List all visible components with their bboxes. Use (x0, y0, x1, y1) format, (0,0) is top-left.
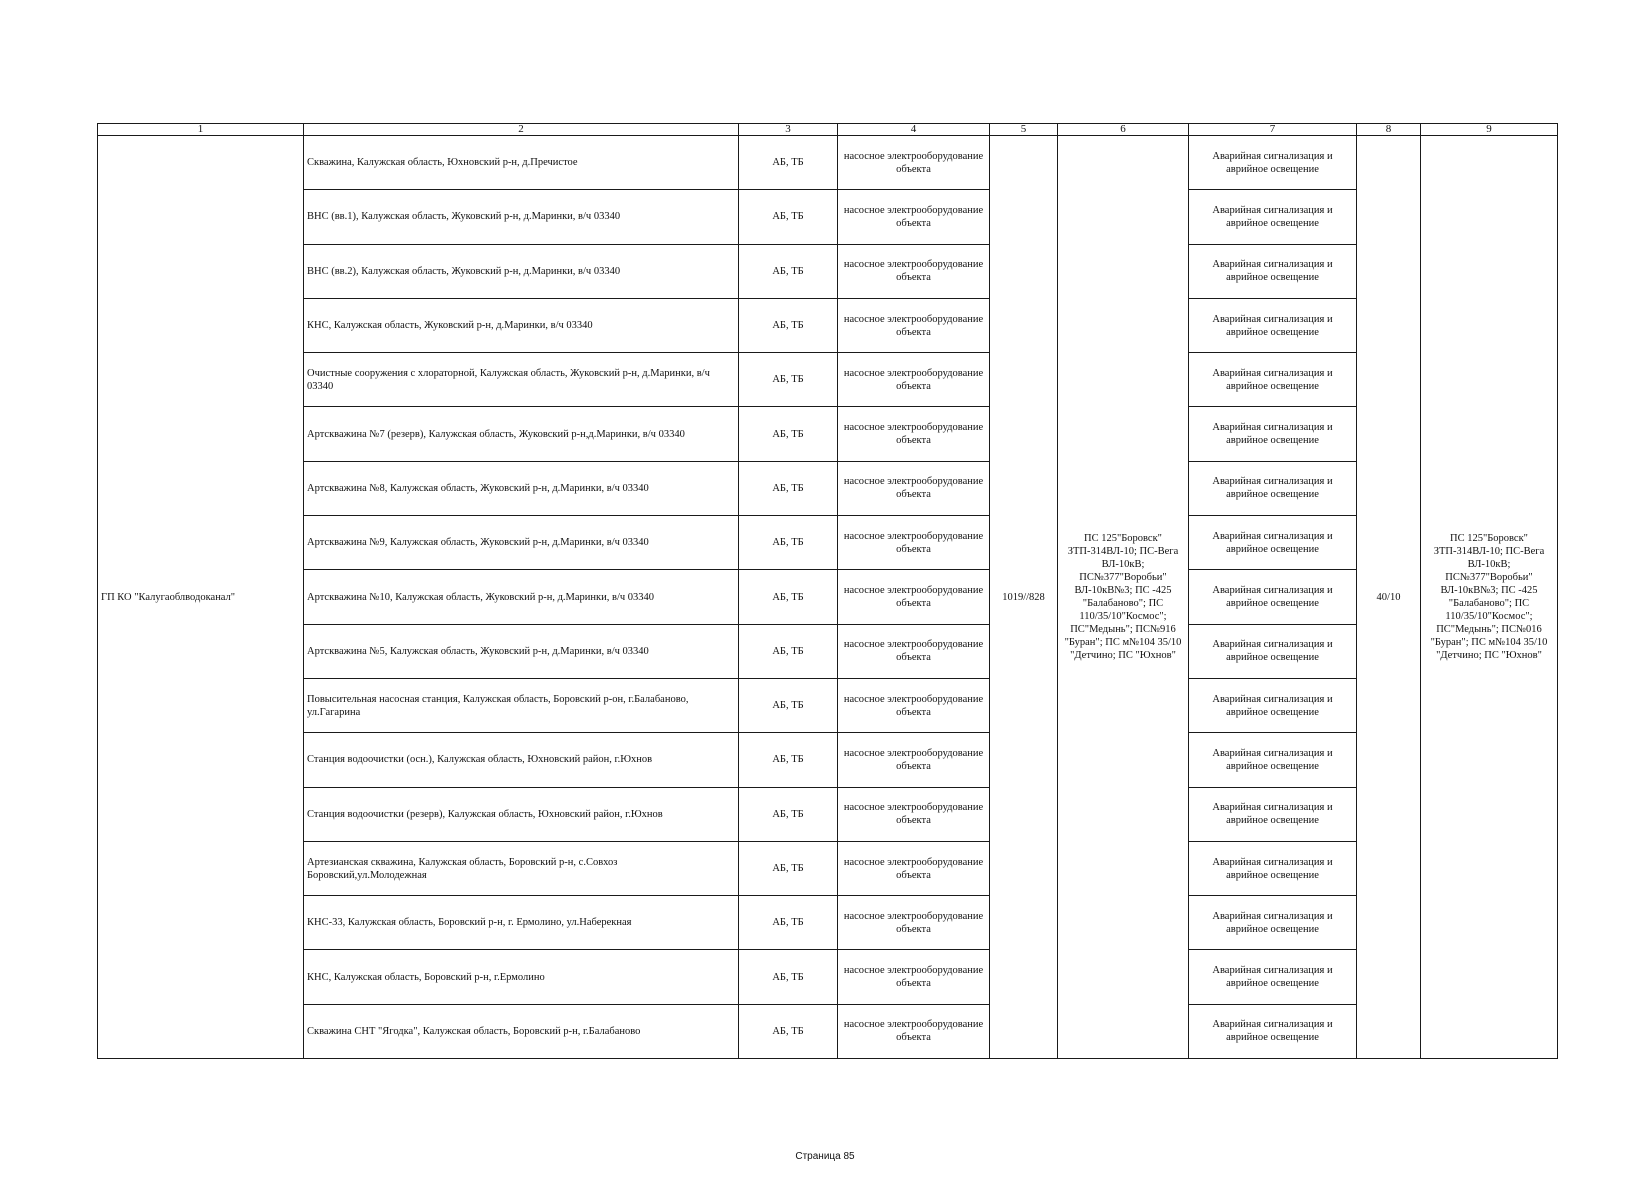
measures-cell: Аварийная сигнализация и аврийное освещение (1189, 516, 1357, 570)
table-row (98, 896, 1558, 950)
equipment-cell: насосное электрооборудование объекта (838, 733, 990, 787)
measures-cell: Аварийная сигнализация и аврийное освещение (1189, 461, 1357, 515)
object-cell: Станция водоочистки (резерв), Калужская область, Юхновский район, г.Юхнов (304, 787, 739, 841)
equipment-cell: насосное электрооборудование объекта (838, 570, 990, 624)
category-cell: АБ, ТБ (739, 136, 838, 190)
object-cell: КНС, Калужская область, Жуковский р-н, д.Маринки, в/ч 03340 (304, 298, 739, 352)
table-row (98, 461, 1558, 515)
organization-cell: ГП КО "Калугаоблводоканал" (98, 136, 304, 1059)
equipment-cell: насосное электрооборудование объекта (838, 841, 990, 895)
column-number: 4 (838, 124, 990, 136)
object-cell: Повысительная насосная станция, Калужская область, Боровский р-он, г.Балабаново, ул.Гагарина (304, 678, 739, 732)
table-row (98, 733, 1558, 787)
table-row (98, 190, 1558, 244)
category-cell: АБ, ТБ (739, 624, 838, 678)
measures-cell: Аварийная сигнализация и аврийное освещение (1189, 624, 1357, 678)
category-cell: АБ, ТБ (739, 298, 838, 352)
table-row (98, 787, 1558, 841)
object-cell: Артезианская скважина, Калужская область, Боровский р-н, с.Совхоз Боровский,ул.Молодежная (304, 841, 739, 895)
column-number-row (98, 124, 1558, 136)
object-cell: ВНС (вв.2), Калужская область, Жуковский р-н, д.Маринки, в/ч 03340 (304, 244, 739, 298)
object-cell: Скважина, Калужская область, Юхновский р-н, д.Пречистое (304, 136, 739, 190)
table-row (98, 950, 1558, 1004)
table-row (98, 407, 1558, 461)
table-row (98, 678, 1558, 732)
equipment-cell: насосное электрооборудование объекта (838, 461, 990, 515)
category-cell: АБ, ТБ (739, 461, 838, 515)
category-cell: АБ, ТБ (739, 407, 838, 461)
column-number: 9 (1421, 124, 1558, 136)
object-cell: Артскважина №5, Калужская область, Жуковский р-н, д.Маринки, в/ч 03340 (304, 624, 739, 678)
column-number: 7 (1189, 124, 1357, 136)
column-number: 6 (1058, 124, 1189, 136)
measures-cell: Аварийная сигнализация и аврийное освещение (1189, 244, 1357, 298)
code-cell: 1019//828 (990, 136, 1058, 1059)
category-cell: АБ, ТБ (739, 678, 838, 732)
table-row (98, 1004, 1558, 1058)
measures-cell: Аварийная сигнализация и аврийное освещение (1189, 570, 1357, 624)
equipment-cell: насосное электрооборудование объекта (838, 678, 990, 732)
measures-cell: Аварийная сигнализация и аврийное освещение (1189, 407, 1357, 461)
page-number: Страница 85 (795, 1151, 855, 1162)
equipment-cell: насосное электрооборудование объекта (838, 190, 990, 244)
measures-cell: Аварийная сигнализация и аврийное освещение (1189, 950, 1357, 1004)
column-number: 1 (98, 124, 304, 136)
equipment-cell: насосное электрооборудование объекта (838, 1004, 990, 1058)
object-cell: Скважина СНТ "Ягодка", Калужская область, Боровский р-н, г.Балабаново (304, 1004, 739, 1058)
measures-cell: Аварийная сигнализация и аврийное освещение (1189, 136, 1357, 190)
equipment-cell: насосное электрооборудование объекта (838, 407, 990, 461)
object-cell: Очистные сооружения с хлораторной, Калужская область, Жуковский р-н, д.Маринки, в/ч 03340 (304, 353, 739, 407)
category-cell: АБ, ТБ (739, 244, 838, 298)
category-cell: АБ, ТБ (739, 896, 838, 950)
equipment-cell: насосное электрооборудование объекта (838, 136, 990, 190)
equipment-cell: насосное электрооборудование объекта (838, 353, 990, 407)
equipment-cell: насосное электрооборудование объекта (838, 896, 990, 950)
object-cell: Артскважина №8, Калужская область, Жуковский р-н, д.Маринки, в/ч 03340 (304, 461, 739, 515)
table-row (98, 570, 1558, 624)
equipment-cell: насосное электрооборудование объекта (838, 516, 990, 570)
table-row (98, 624, 1558, 678)
equipment-cell: насосное электрооборудование объекта (838, 624, 990, 678)
table-row (98, 298, 1558, 352)
measures-cell: Аварийная сигнализация и аврийное освещение (1189, 190, 1357, 244)
column-number: 5 (990, 124, 1058, 136)
column-number: 8 (1357, 124, 1421, 136)
object-cell: Артскважина №9, Калужская область, Жуковский р-н, д.Маринки, в/ч 03340 (304, 516, 739, 570)
object-cell: Артскважина №7 (резерв), Калужская область, Жуковский р-н,д.Маринки, в/ч 03340 (304, 407, 739, 461)
value-cell: 40/10 (1357, 136, 1421, 1059)
object-cell: КНС-33, Калужская область, Боровский р-н, г. Ермолино, ул.Наберекная (304, 896, 739, 950)
category-cell: АБ, ТБ (739, 353, 838, 407)
category-cell: АБ, ТБ (739, 841, 838, 895)
category-cell: АБ, ТБ (739, 950, 838, 1004)
column-number: 2 (304, 124, 739, 136)
object-cell: ВНС (вв.1), Калужская область, Жуковский р-н, д.Маринки, в/ч 03340 (304, 190, 739, 244)
category-cell: АБ, ТБ (739, 570, 838, 624)
object-cell: Артскважина №10, Калужская область, Жуковский р-н, д.Маринки, в/ч 03340 (304, 570, 739, 624)
column-number: 3 (739, 124, 838, 136)
table-row (98, 136, 1558, 190)
equipment-cell: насосное электрооборудование объекта (838, 298, 990, 352)
category-cell: АБ, ТБ (739, 787, 838, 841)
measures-cell: Аварийная сигнализация и аврийное освещение (1189, 353, 1357, 407)
equipment-cell: насосное электрооборудование объекта (838, 950, 990, 1004)
category-cell: АБ, ТБ (739, 733, 838, 787)
table-row (98, 841, 1558, 895)
measures-cell: Аварийная сигнализация и аврийное освещение (1189, 1004, 1357, 1058)
measures-cell: Аварийная сигнализация и аврийное освещение (1189, 298, 1357, 352)
category-cell: АБ, ТБ (739, 516, 838, 570)
measures-cell: Аварийная сигнализация и аврийное освещение (1189, 787, 1357, 841)
table-row (98, 244, 1558, 298)
equipment-cell: насосное электрооборудование объекта (838, 244, 990, 298)
equipment-cell: насосное электрооборудование объекта (838, 787, 990, 841)
object-cell: Станция водоочистки (осн.), Калужская область, Юхновский район, г.Юхнов (304, 733, 739, 787)
substations-cell-alt: ПС 125"Боровск" ЗТП-314ВЛ-10; ПС-Вега ВЛ-10кВ; ПС№377"Воробьи" ВЛ-10кВ№3; ПС -425 "Балабаново"; ПС 110/35/10"Космос"; ПС"Медынь"; ПС№016 "Буран"; ПС м№104 35/10 "Детчино; ПС "Юхнов" (1421, 136, 1558, 1059)
measures-cell: Аварийная сигнализация и аврийное освещение (1189, 896, 1357, 950)
table-body (98, 136, 1558, 1059)
measures-cell: Аварийная сигнализация и аврийное освещение (1189, 733, 1357, 787)
category-cell: АБ, ТБ (739, 190, 838, 244)
table-row (98, 353, 1558, 407)
table-row (98, 516, 1558, 570)
object-table (97, 123, 1558, 1059)
measures-cell: Аварийная сигнализация и аврийное освещение (1189, 678, 1357, 732)
substations-cell: ПС 125"Боровск" ЗТП-314ВЛ-10; ПС-Вега ВЛ-10кВ; ПС№377"Воробьи" ВЛ-10кВ№3; ПС -425 "Балабаново"; ПС 110/35/10"Космос"; ПС"Медынь"; ПС№916 "Буран"; ПС м№104 35/10 "Детчино; ПС "Юхнов" (1058, 136, 1189, 1059)
category-cell: АБ, ТБ (739, 1004, 838, 1058)
object-cell: КНС, Калужская область, Боровский р-н, г.Ермолино (304, 950, 739, 1004)
measures-cell: Аварийная сигнализация и аврийное освещение (1189, 841, 1357, 895)
